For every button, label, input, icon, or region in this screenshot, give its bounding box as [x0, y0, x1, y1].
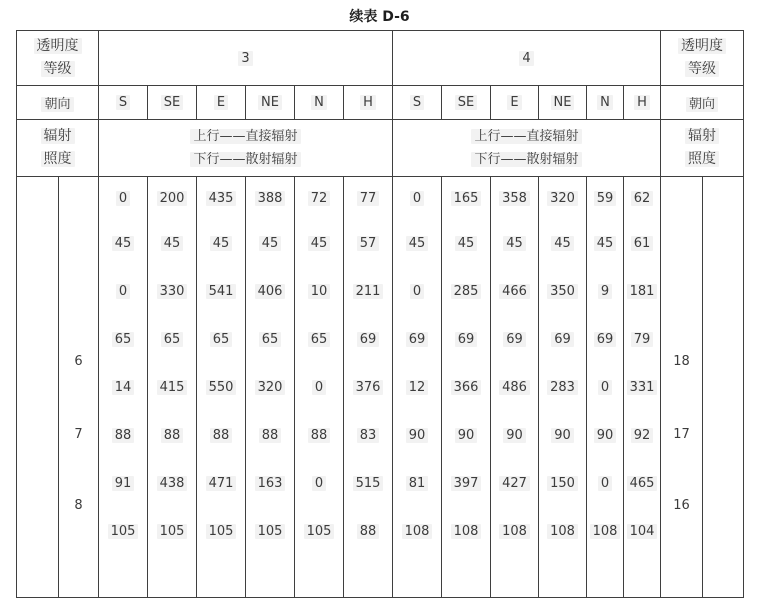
cell-value: 69	[393, 315, 441, 363]
orientation-n-left: N	[295, 86, 344, 120]
cell-value: 515	[344, 459, 392, 507]
cell-value: 45	[246, 219, 294, 267]
transparency-line2: 等级	[661, 58, 743, 81]
orientation-se-left: SE	[148, 86, 197, 120]
cell-value: 211	[344, 267, 392, 315]
radiation-label-left	[17, 120, 99, 177]
cell-value: 358	[491, 177, 538, 219]
data-column-4-n	[587, 177, 624, 598]
cell-value: 0	[393, 267, 441, 315]
cell-value: 88	[344, 507, 392, 555]
cell-value: 45	[491, 219, 538, 267]
cell-value: 200	[148, 177, 196, 219]
radiation-note-left	[99, 120, 393, 177]
cell-value: 81	[393, 459, 441, 507]
cell-value: 471	[197, 459, 245, 507]
data-column-4-h	[624, 177, 661, 598]
cell-value: 69	[491, 315, 538, 363]
cell-value: 69	[539, 315, 586, 363]
orientation-s-right: S	[393, 86, 442, 120]
cell-value: 350	[539, 267, 586, 315]
row-label: 17	[673, 427, 690, 442]
radiation-line2: 照度	[661, 148, 743, 171]
cell-value: 0	[587, 459, 623, 507]
cell-value: 57	[344, 219, 392, 267]
cell-value: 61	[624, 219, 660, 267]
cell-value: 427	[491, 459, 538, 507]
cell-value: 9	[587, 267, 623, 315]
cell-value: 104	[624, 507, 660, 555]
cell-value: 320	[539, 177, 586, 219]
right-row-label-column	[661, 177, 703, 598]
cell-value: 415	[148, 363, 196, 411]
cell-value: 65	[295, 315, 343, 363]
cell-value: 90	[393, 411, 441, 459]
data-column-3-e	[197, 177, 246, 598]
cell-value: 69	[344, 315, 392, 363]
cell-value: 12	[393, 363, 441, 411]
cell-value: 366	[442, 363, 490, 411]
cell-value: 285	[442, 267, 490, 315]
data-column-3-ne	[246, 177, 295, 598]
cell-value: 150	[539, 459, 586, 507]
data-column-3-h	[344, 177, 393, 598]
cell-value: 0	[295, 363, 343, 411]
data-column-4-e	[491, 177, 539, 598]
cell-value: 62	[624, 177, 660, 219]
cell-value: 108	[491, 507, 538, 555]
data-column-3-se	[148, 177, 197, 598]
cell-value: 105	[148, 507, 196, 555]
transparency-label-left	[17, 31, 99, 86]
cell-value: 90	[491, 411, 538, 459]
cell-value: 165	[442, 177, 490, 219]
orientation-ne-right: NE	[539, 86, 587, 120]
orientation-e-left: E	[197, 86, 246, 120]
radiation-label-right	[661, 120, 744, 177]
orientation-label-left: 朝向	[17, 86, 99, 120]
cell-value: 0	[393, 177, 441, 219]
cell-value: 331	[624, 363, 660, 411]
cell-value: 45	[442, 219, 490, 267]
cell-value: 0	[99, 177, 147, 219]
cell-value: 65	[246, 315, 294, 363]
cell-value: 105	[197, 507, 245, 555]
radiation-line1: 辐射	[661, 125, 743, 148]
cell-value: 77	[344, 177, 392, 219]
cell-value: 45	[295, 219, 343, 267]
cell-value: 406	[246, 267, 294, 315]
cell-value: 105	[99, 507, 147, 555]
header-row-radiation	[17, 120, 744, 177]
cell-value: 438	[148, 459, 196, 507]
row-label: 7	[74, 427, 83, 442]
cell-value: 88	[246, 411, 294, 459]
data-column-4-ne	[539, 177, 587, 598]
cell-value: 105	[246, 507, 294, 555]
cell-value: 90	[442, 411, 490, 459]
cell-value: 69	[587, 315, 623, 363]
cell-value: 108	[539, 507, 586, 555]
cell-value: 90	[539, 411, 586, 459]
cell-value: 283	[539, 363, 586, 411]
radiation-line1: 辐射	[17, 125, 98, 148]
cell-value: 45	[197, 219, 245, 267]
row-label: 18	[673, 354, 690, 369]
orientation-h-right: H	[624, 86, 661, 120]
note-line1: 上行——直接辐射	[393, 125, 660, 148]
cell-value: 0	[587, 363, 623, 411]
radiation-note-right	[393, 120, 661, 177]
transparency-line2: 等级	[17, 58, 98, 81]
cell-value: 65	[148, 315, 196, 363]
orientation-e-right: E	[491, 86, 539, 120]
radiation-table	[16, 30, 744, 598]
cell-value: 0	[99, 267, 147, 315]
note-line2: 下行——散射辐射	[99, 148, 392, 171]
cell-value: 88	[99, 411, 147, 459]
cell-value: 72	[295, 177, 343, 219]
level-4-cell: 4	[393, 31, 661, 86]
cell-value: 65	[99, 315, 147, 363]
header-row-transparency	[17, 31, 744, 86]
cell-value: 181	[624, 267, 660, 315]
cell-value: 90	[587, 411, 623, 459]
note-line1: 上行——直接辐射	[99, 125, 392, 148]
cell-value: 45	[99, 219, 147, 267]
orientation-ne-left: NE	[246, 86, 295, 120]
orientation-s-left: S	[99, 86, 148, 120]
transparency-label-right	[661, 31, 744, 86]
cell-value: 69	[442, 315, 490, 363]
transparency-line1: 透明度	[661, 35, 743, 58]
cell-value: 320	[246, 363, 294, 411]
row-label: 16	[673, 498, 690, 513]
radiation-line2: 照度	[17, 148, 98, 171]
cell-value: 541	[197, 267, 245, 315]
orientation-h-left: H	[344, 86, 393, 120]
cell-value: 108	[393, 507, 441, 555]
row-label: 6	[74, 354, 83, 369]
cell-value: 88	[148, 411, 196, 459]
cell-value: 465	[624, 459, 660, 507]
cell-value: 435	[197, 177, 245, 219]
cell-value: 91	[99, 459, 147, 507]
cell-value: 376	[344, 363, 392, 411]
row-label: 8	[74, 498, 83, 513]
level-3-cell: 3	[99, 31, 393, 86]
cell-value: 0	[295, 459, 343, 507]
left-outer-spacer-cell	[17, 177, 59, 598]
orientation-se-right: SE	[442, 86, 491, 120]
cell-value: 550	[197, 363, 245, 411]
cell-value: 83	[344, 411, 392, 459]
cell-value: 14	[99, 363, 147, 411]
cell-value: 10	[295, 267, 343, 315]
data-column-3-n	[295, 177, 344, 598]
cell-value: 92	[624, 411, 660, 459]
cell-value: 59	[587, 177, 623, 219]
cell-value: 388	[246, 177, 294, 219]
cell-value: 45	[148, 219, 196, 267]
cell-value: 45	[587, 219, 623, 267]
page-title: 续表 D-6	[349, 9, 410, 25]
data-column-4-s	[393, 177, 442, 598]
orientation-n-right: N	[587, 86, 624, 120]
cell-value: 486	[491, 363, 538, 411]
header-row-orientation	[17, 86, 744, 120]
cell-value: 466	[491, 267, 538, 315]
cell-value: 108	[442, 507, 490, 555]
left-row-label-column	[59, 177, 99, 598]
note-line2: 下行——散射辐射	[393, 148, 660, 171]
cell-value: 105	[295, 507, 343, 555]
cell-value: 79	[624, 315, 660, 363]
cell-value: 88	[295, 411, 343, 459]
cell-value: 45	[539, 219, 586, 267]
cell-value: 108	[587, 507, 623, 555]
transparency-line1: 透明度	[17, 35, 98, 58]
data-band	[17, 177, 744, 598]
cell-value: 330	[148, 267, 196, 315]
data-column-4-se	[442, 177, 491, 598]
cell-value: 88	[197, 411, 245, 459]
right-outer-spacer-cell	[703, 177, 744, 598]
cell-value: 45	[393, 219, 441, 267]
data-column-3-s	[99, 177, 148, 598]
orientation-label-right: 朝向	[661, 86, 744, 120]
cell-value: 397	[442, 459, 490, 507]
cell-value: 163	[246, 459, 294, 507]
cell-value: 65	[197, 315, 245, 363]
